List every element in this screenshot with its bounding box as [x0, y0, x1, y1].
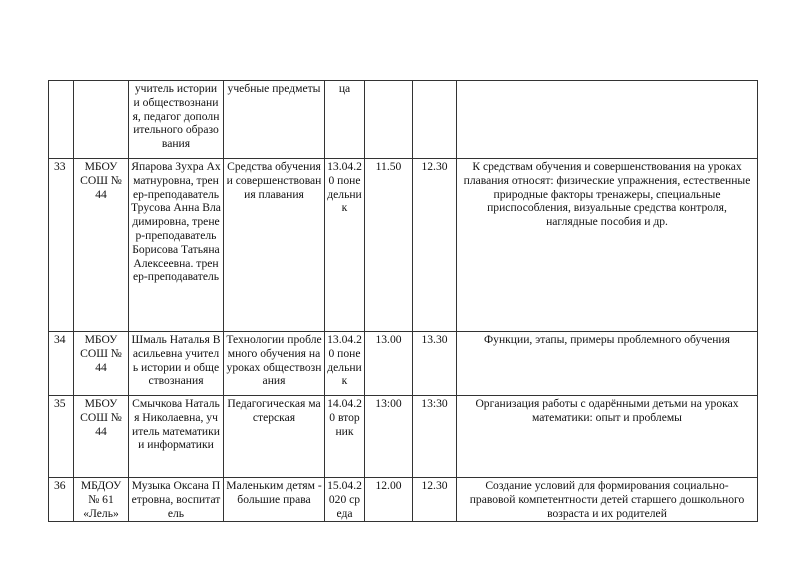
cell-num: 34 — [49, 332, 74, 396]
table-row — [49, 332, 758, 396]
cell-person: Шмаль Наталья Васильевна учитель истории и обществознания — [129, 332, 224, 396]
cell-start: 13:00 — [365, 396, 413, 478]
cell-date: 14.04.20 вторник — [325, 396, 365, 478]
cell-end — [413, 81, 457, 159]
cell-date: ца — [325, 81, 365, 159]
cell-topic: Педагогическая мастерская — [224, 396, 325, 478]
schedule-table — [48, 80, 758, 522]
cell-num: 33 — [49, 159, 74, 332]
cell-topic: Технологии проблемного обучения на уроках обществознания — [224, 332, 325, 396]
cell-person: Япарова Зухра Ахматнуровна, тренер-преподаватель Трусова Анна Владимировна, тренер-преподаватель Борисова Татьяна Алексеевна. тренер-преподаватель — [129, 159, 224, 332]
cell-end: 12.30 — [413, 478, 457, 522]
cell-topic: Маленьким детям - большие права — [224, 478, 325, 522]
cell-end: 13:30 — [413, 396, 457, 478]
cell-start: 12.00 — [365, 478, 413, 522]
cell-org: МБДОУ № 61 «Лель» — [74, 478, 129, 522]
cell-org — [74, 81, 129, 159]
table-row — [49, 159, 758, 332]
cell-start: 11.50 — [365, 159, 413, 332]
cell-num: 35 — [49, 396, 74, 478]
table-row — [49, 396, 758, 478]
cell-person: Смычкова Наталья Николаевна, учитель математики и информатики — [129, 396, 224, 478]
cell-org: МБОУ СОШ № 44 — [74, 332, 129, 396]
cell-num: 36 — [49, 478, 74, 522]
cell-desc — [457, 81, 758, 159]
cell-org: МБОУ СОШ № 44 — [74, 159, 129, 332]
cell-desc: К средствам обучения и совершенствования на уроках плавания относят: физические упражнения, естественные природные факторы тренажеры, специальные приспособления, визуальные средства контроля, наглядные пособия и др. — [457, 159, 758, 332]
table-row — [49, 478, 758, 522]
table-row — [49, 81, 758, 159]
cell-date: 15.04.2020 среда — [325, 478, 365, 522]
cell-desc: Функции, этапы, примеры проблемного обучения — [457, 332, 758, 396]
cell-start — [365, 81, 413, 159]
cell-start: 13.00 — [365, 332, 413, 396]
cell-end: 12.30 — [413, 159, 457, 332]
cell-date: 13.04.20 понедельник — [325, 159, 365, 332]
cell-topic: Средства обучения и совершенствования плавания — [224, 159, 325, 332]
cell-person: Музыка Оксана Петровна, воспитатель — [129, 478, 224, 522]
cell-num — [49, 81, 74, 159]
cell-date: 13.04.20 понедельник — [325, 332, 365, 396]
cell-org: МБОУ СОШ № 44 — [74, 396, 129, 478]
cell-desc: Создание условий для формирования социально-правовой компетентности детей старшего дошкольного возраста и их родителей — [457, 478, 758, 522]
cell-desc: Организация работы с одарёнными детьми на уроках математики: опыт и проблемы — [457, 396, 758, 478]
cell-person: учитель истории и обществознания, педагог дополнительного образования — [129, 81, 224, 159]
cell-topic: учебные предметы — [224, 81, 325, 159]
cell-end: 13.30 — [413, 332, 457, 396]
